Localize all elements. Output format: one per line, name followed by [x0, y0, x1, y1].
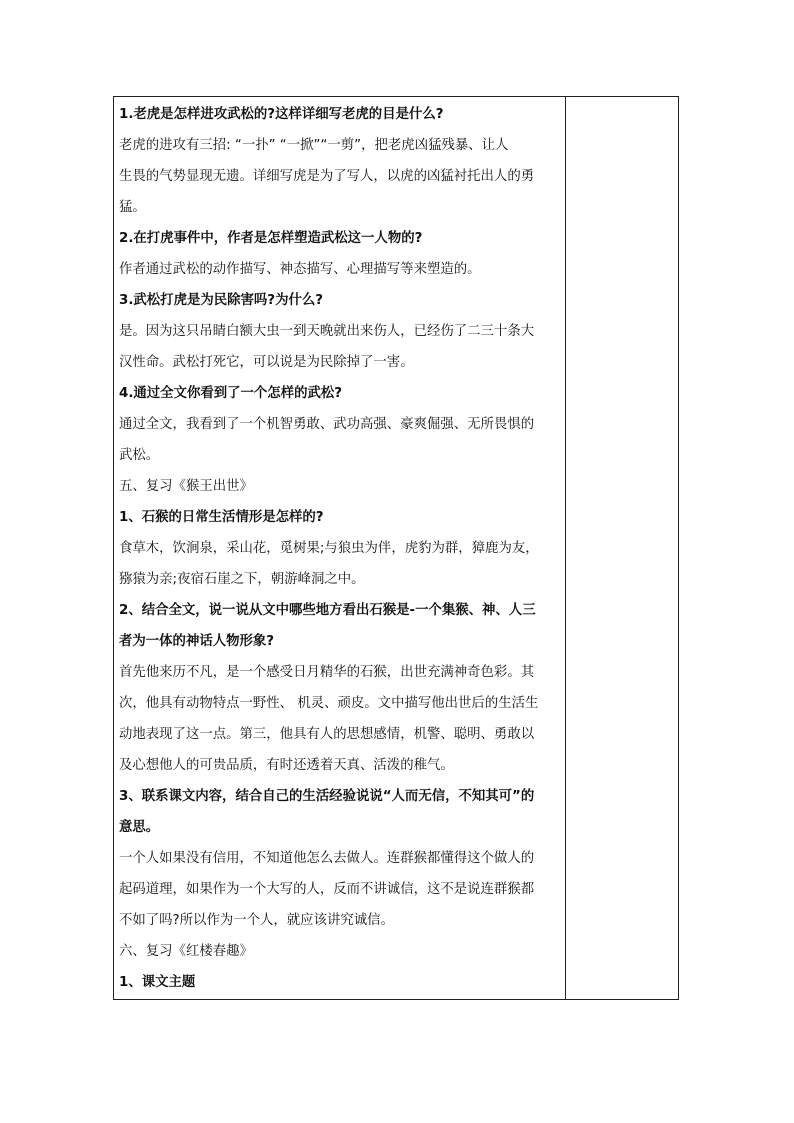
text-line: 一个人如果没有信用，不知道他怎么去做人。连群猴都懂得这个做人的 — [119, 851, 535, 866]
text-line: 猕猿为亲;夜宿石崖之下，朝游峰洞之中。 — [119, 572, 365, 587]
text-line: 1.老虎是怎样进攻武松的?这样详细写老虎的目是什么? — [119, 107, 444, 122]
text-line: 首先他来历不凡，是一个感受日月精华的石猴，出世充满神奇色彩。其 — [119, 665, 535, 680]
text-line: 猛。 — [119, 200, 146, 215]
text-line: 意思。 — [119, 820, 160, 835]
content-cell — [114, 97, 566, 999]
notes-cell — [566, 97, 678, 999]
text-line: 老虎的进攻有三招: “一扑” “一掀”“一剪”，把老虎凶猛残暴、让人 — [119, 138, 509, 153]
text-line: 次，他具有动物特点一野性、 机灵、顽皮。文中描写他出世后的生活生 — [119, 696, 539, 711]
text-line: 起码道理，如果作为一个大写的人，反而不讲诚信，这不是说连群猴都 — [119, 882, 535, 897]
text-line: 食草木，饮涧泉，采山花，觅树果;与狼虫为伴，虎豹为群，獐鹿为友， — [119, 541, 539, 556]
text-line: 五、复习《猴王出世》 — [119, 479, 253, 494]
text-line: 1、石猴的日常生活情形是怎样的? — [119, 510, 324, 525]
lesson-table — [113, 96, 679, 1000]
text-line: 2.在打虎事件中，作者是怎样塑造武松这一人物的? — [119, 231, 423, 246]
text-line: 作者通过武松的动作描写、神态描写、心理描写等来塑造的。 — [119, 262, 481, 277]
text-line: 4.通过全文你看到了一个怎样的武松? — [119, 386, 343, 401]
text-line: 3.武松打虎是为民除害吗?为什么? — [119, 293, 324, 308]
text-line: 不如了吗?所以作为一个人，就应该讲究诚信。 — [119, 913, 394, 928]
text-line: 是。因为这只吊睛白额大虫一到天晚就出来伤人，已经伤了二三十条大 — [119, 324, 535, 339]
text-line: 3、联系课文内容，结合自己的生活经验说说“人而无信，不知其可”的 — [119, 789, 535, 804]
text-line: 汉性命。武松打死它，可以说是为民除掉了一害。 — [119, 355, 414, 370]
text-line: 2、结合全文，说一说从文中哪些地方看出石猴是-一个集猴、神、人三 — [119, 603, 536, 618]
text-line: 武松。 — [119, 448, 160, 463]
text-line: 生畏的气势显现无遗。详细写虎是为了写人，以虎的凶猛衬托出人的勇 — [119, 169, 535, 184]
text-line: 1、课文主题 — [119, 975, 196, 990]
text-line: 及心想他人的可贵品质，有时还透着天真、活泼的稚气。 — [119, 758, 454, 773]
text-line: 者为一体的神话人物形象? — [119, 634, 275, 649]
text-line: 通过全文，我看到了一个机智勇敢、武功高强、豪爽倔强、无所畏惧的 — [119, 417, 535, 432]
text-line: 六、复习《红楼春趣》 — [119, 944, 253, 959]
text-line: 动地表现了这一点。第三，他具有人的思想感情，机警、聪明、勇敢以 — [119, 727, 535, 742]
